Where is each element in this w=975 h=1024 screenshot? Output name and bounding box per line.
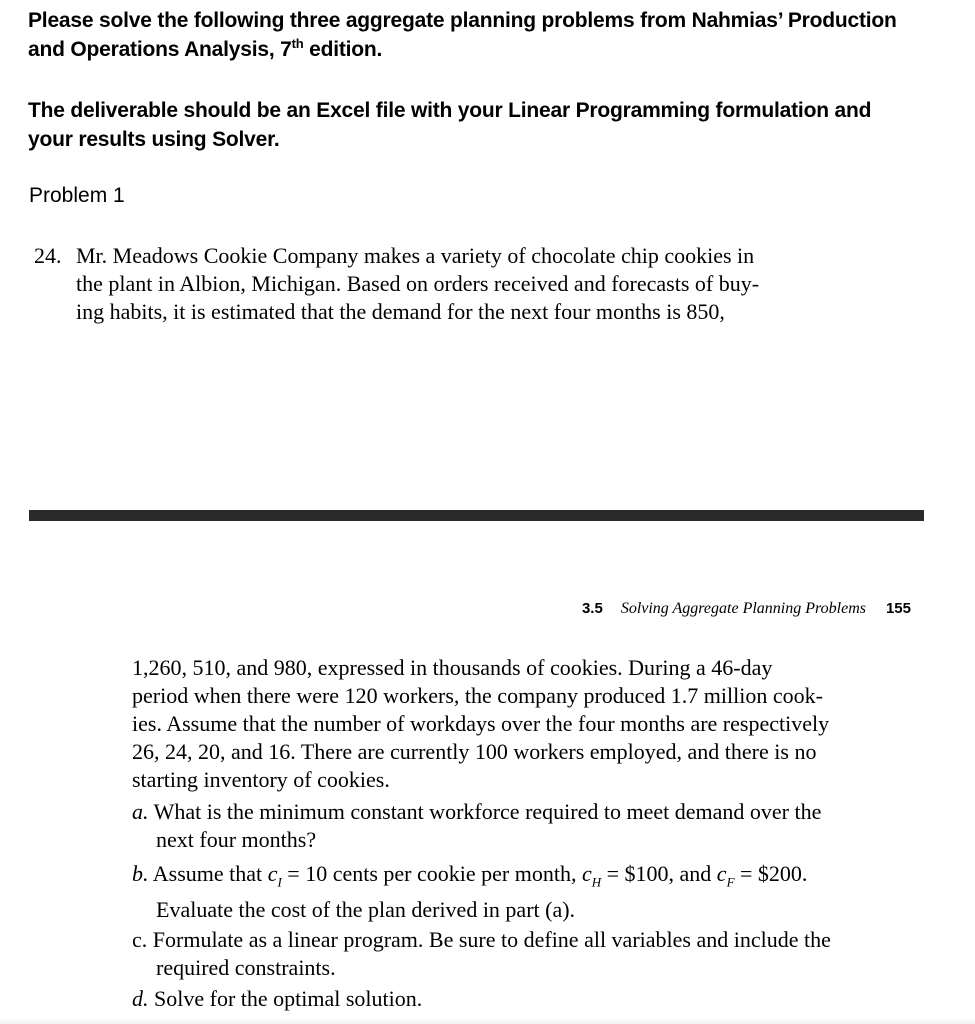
problem-24-intro xyxy=(34,242,856,326)
ci-sub: I xyxy=(277,874,282,890)
ci-var: c xyxy=(267,861,278,886)
cost-fire-symbol xyxy=(716,861,735,890)
cost-hire-symbol xyxy=(581,861,602,890)
part-b-mid1: = 10 cents per cookie per month, xyxy=(281,861,582,886)
part-b-line-1 xyxy=(132,860,912,896)
part-c-line-1 xyxy=(132,926,912,954)
part-d-text: Solve for the optimal solution. xyxy=(154,986,423,1011)
deliverable-heading xyxy=(28,96,948,154)
cf-var: c xyxy=(716,861,727,886)
problem-24-line-2: the plant in Albion, Michigan. Based on orders received and forecasts of buy- xyxy=(76,271,760,296)
ordinal-suffix: th xyxy=(291,36,304,51)
heading-line-2-text: and Operations Analysis, 7 xyxy=(28,38,292,61)
section-title: Solving Aggregate Planning Problems xyxy=(620,600,866,617)
part-b xyxy=(132,860,912,924)
part-b-letter: b. xyxy=(132,861,149,886)
page-divider xyxy=(29,510,924,521)
part-a xyxy=(132,798,912,854)
running-header xyxy=(582,600,911,618)
part-a-text: What is the minimum constant workforce required to meet demand over the xyxy=(153,799,822,824)
part-a-line-2: next four months? xyxy=(156,827,317,852)
deliverable-line-1: The deliverable should be an Excel file with your Linear Programming formulation and xyxy=(28,99,872,122)
page-number: 155 xyxy=(885,600,911,617)
part-d xyxy=(132,985,912,1013)
part-d-line-1 xyxy=(132,985,912,1013)
part-c-line-2: required constraints. xyxy=(156,955,336,980)
continuation-line-3: ies. Assume that the number of workdays over the four months are respectively xyxy=(132,711,830,736)
part-a-letter: a. xyxy=(132,799,149,824)
continuation-line-1: 1,260, 510, and 980, expressed in thousands of cookies. During a 46-day xyxy=(132,655,773,680)
problem-number: 24. xyxy=(34,243,62,268)
problem-24-line-1 xyxy=(34,242,856,270)
continuation-line-5: starting inventory of cookies. xyxy=(132,767,390,792)
part-b-post: = $200. xyxy=(734,861,808,886)
part-b-mid2: = $100, and xyxy=(601,861,717,886)
part-b-line-2: Evaluate the cost of the plan derived in part (a). xyxy=(156,897,576,923)
continuation-line-2: period when there were 120 workers, the company produced 1.7 million cook- xyxy=(132,683,823,708)
cost-inventory-symbol xyxy=(267,861,282,890)
cf-sub: F xyxy=(726,874,735,890)
heading-line-1: Please solve the following three aggregate planning problems from Nahmias’ Production xyxy=(28,9,897,32)
deliverable-line-2: your results using Solver. xyxy=(28,128,280,151)
part-b-pre: Assume that xyxy=(152,861,268,886)
problem-24-continuation xyxy=(132,654,912,794)
part-c-text: Formulate as a linear program. Be sure to define all variables and include the xyxy=(152,927,831,952)
problem-24-line-1-text: Mr. Meadows Cookie Company makes a variety of chocolate chip cookies in xyxy=(76,243,755,268)
continuation-line-4: 26, 24, 20, and 16. There are currently 100 workers employed, and there is no xyxy=(132,739,817,764)
section-number: 3.5 xyxy=(581,600,603,617)
part-d-letter: d. xyxy=(132,986,149,1011)
part-c-letter: c. xyxy=(132,927,148,952)
part-a-line-1 xyxy=(132,798,912,826)
heading-line-2 xyxy=(28,35,948,64)
ch-sub: H xyxy=(591,874,602,890)
problem-24-line-3: ing habits, it is estimated that the demand for the next four months is 850, xyxy=(76,299,725,324)
bottom-fade xyxy=(0,1018,975,1024)
part-c xyxy=(132,926,912,982)
assignment-heading xyxy=(28,6,948,64)
heading-line-2-end: edition. xyxy=(303,38,383,61)
ch-var: c xyxy=(581,861,592,886)
problem-label: Problem 1 xyxy=(29,184,125,207)
